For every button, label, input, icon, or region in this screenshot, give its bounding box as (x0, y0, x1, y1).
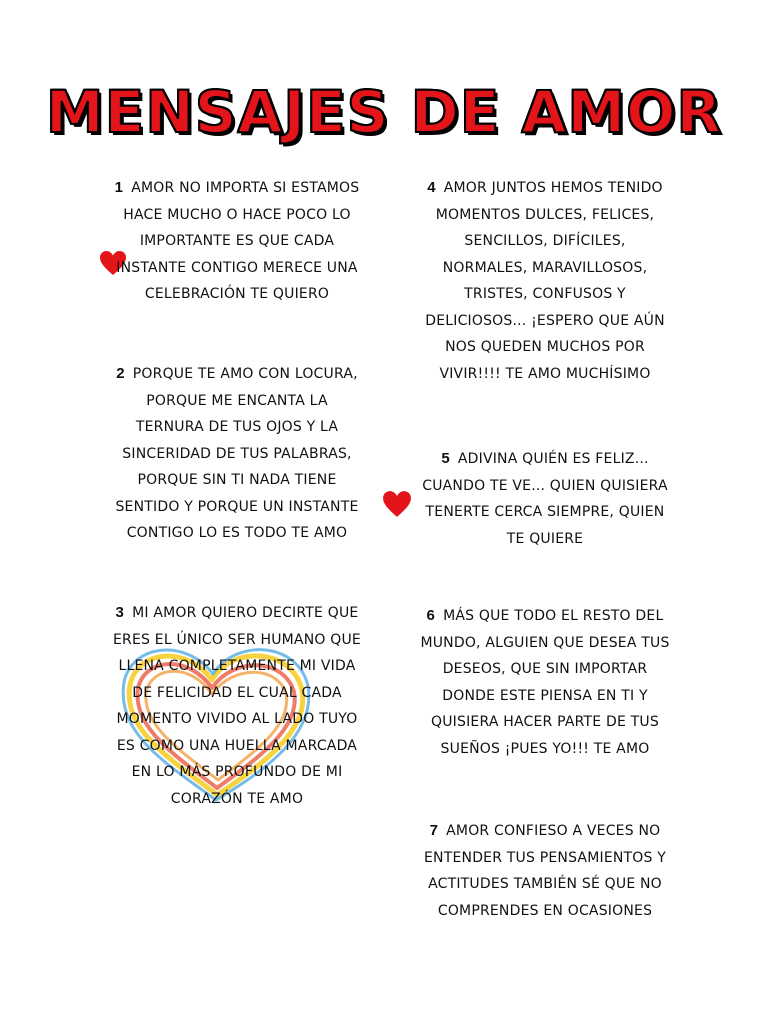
message-text: AMOR NO IMPORTA SI ESTAMOS HACE MUCHO O HACE POCO LO IMPORTANTE ES QUE CADA INSTANTE CONTIGO MERECE UNA CELEBRACIÓN TE QUIERO (116, 180, 360, 302)
love-message (420, 175, 670, 387)
message-text: MÁS QUE TODO EL RESTO DEL MUNDO, ALGUIEN QUE DESEA TUS DESEOS, QUE SIN IMPORTAR DONDE ESTE PIENSA EN TI Y QUISIERA HACER PARTE DE TUS SUEÑOS ¡PUES YO!!! TE AMO (420, 608, 670, 757)
love-message (420, 446, 670, 552)
love-message (420, 603, 670, 762)
message-text: AMOR CONFIESO A VECES NO ENTENDER TUS PENSAMIENTOS Y ACTITUDES TAMBIÉN SÉ QUE NO COMPRENDES EN OCASIONES (424, 823, 666, 919)
page-title: MENSAJES DE AMOR (45, 78, 723, 146)
message-number: 5 (441, 450, 450, 467)
message-number: 2 (116, 365, 125, 382)
message-text: AMOR JUNTOS HEMOS TENIDO MOMENTOS DULCES, FELICES, SENCILLOS, DIFÍCILES, NORMALES, MARAVILLOSOS, TRISTES, CONFUSOS Y DELICIOSOS... ¡ESPERO QUE AÚN NOS QUEDEN MUCHOS POR VIVIR!!!! TE AMO MUCHÍSIMO (425, 180, 665, 382)
message-text: ADIVINA QUIÉN ES FELIZ... CUANDO TE VE... QUIEN QUISIERA TENERTE CERCA SIEMPRE, QUIEN TE QUIERE (422, 451, 668, 547)
love-message (112, 600, 362, 812)
love-message (420, 818, 670, 924)
message-number: 7 (429, 822, 439, 839)
message-number: 3 (115, 604, 125, 621)
message-number: 1 (114, 179, 124, 196)
message-text: MI AMOR QUIERO DECIRTE QUE ERES EL ÚNICO SER HUMANO QUE LLENA COMPLETAMENTE MI VIDA DE FELICIDAD EL CUAL CADA MOMENTO VIVIDO AL LADO TUYO ES COMO UNA HUELLA MARCADA EN LO MÁS PROFUNDO DE MI CORAZÓN TE AMO (113, 605, 361, 807)
love-message (112, 175, 362, 308)
message-number: 6 (426, 607, 436, 624)
love-message (112, 361, 362, 547)
message-text: PORQUE TE AMO CON LOCURA, PORQUE ME ENCANTA LA TERNURA DE TUS OJOS Y LA SINCERIDAD DE TUS PALABRAS, PORQUE SIN TI NADA TIENE SENTIDO Y PORQUE UN INSTANTE CONTIGO LO ES TODO TE AMO (115, 366, 359, 541)
message-number: 4 (427, 179, 436, 196)
heart-icon (382, 490, 412, 518)
